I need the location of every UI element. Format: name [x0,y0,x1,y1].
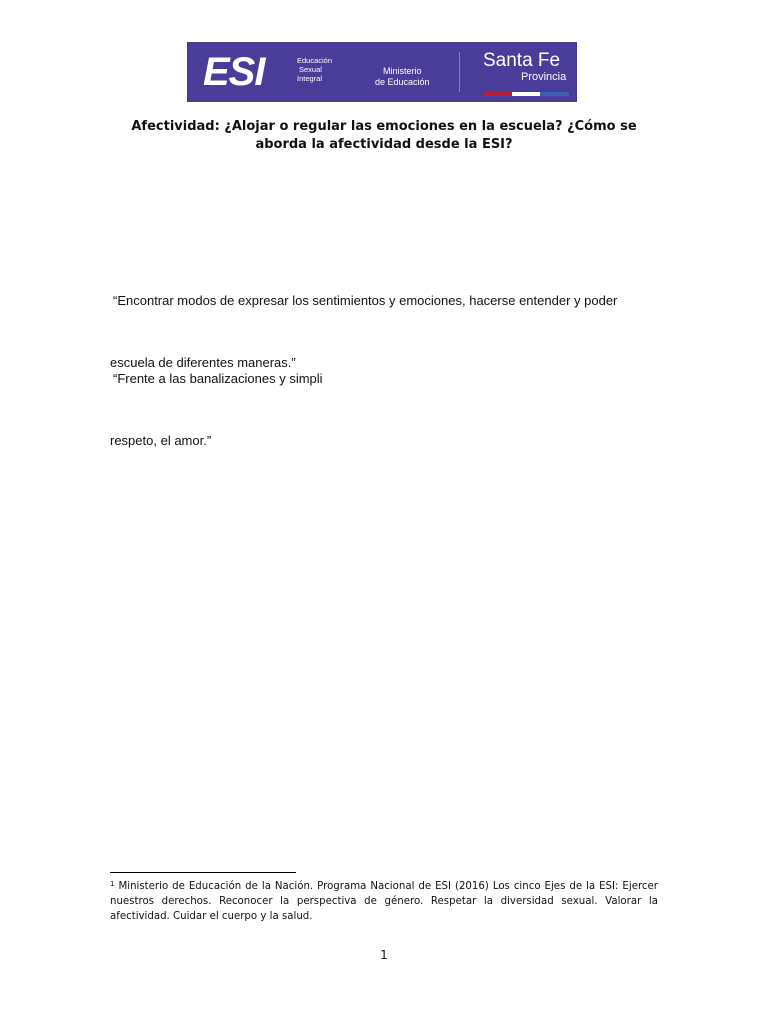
province-title: Santa Fe [483,50,561,71]
page-number: 1 [380,948,388,962]
flag-white-stripe [512,92,540,96]
document-title [100,118,668,154]
body-line-4: respeto, el amor.” [110,433,212,448]
esi-subtitle-line-1: Educación [297,56,333,65]
esi-subtitle-line-3: Integral [297,74,323,83]
esi-subtitle-line-2: Sexual [299,65,322,74]
quote-2: “Frente a las banalizaciones y simpli [113,371,323,386]
header-banner [187,42,577,102]
province-flag-stripe [483,92,569,96]
ministerio-line-1: Ministerio [383,66,422,76]
esi-logo-subtitle [297,56,332,83]
flag-blue-stripe [540,92,569,96]
footnote-text: Ministerio de Educación de la Nación. Programa Nacional de ESI (2016) Los cinco Ejes de la ESI: Ejercer nuestros derechos. Reconocer la perspectiva de género. Respetar la diversidad sexual. Valorar la afectividad. Cuidar el cuerpo y la salud. [110,881,658,922]
esi-logo: ESI [203,50,265,94]
title-line-2: aborda la afectividad desde la ESI? [255,137,513,152]
province-subtitle: Provincia [521,71,567,83]
footnote-separator [110,872,296,873]
ministerio-line-2: de Educación [375,77,430,87]
body-line-2: escuela de diferentes maneras.” [110,355,296,370]
ministerio-label [375,66,430,88]
footnote [110,879,658,924]
quote-1: “Encontrar modos de expresar los sentimientos y emociones, hacerse entender y poder [113,293,618,308]
banner-divider [459,52,460,92]
flag-red-stripe [483,92,512,96]
footnote-marker: 1 [110,880,115,888]
title-line-1: Afectividad: ¿Alojar o regular las emociones en la escuela? ¿Cómo se [131,119,637,134]
